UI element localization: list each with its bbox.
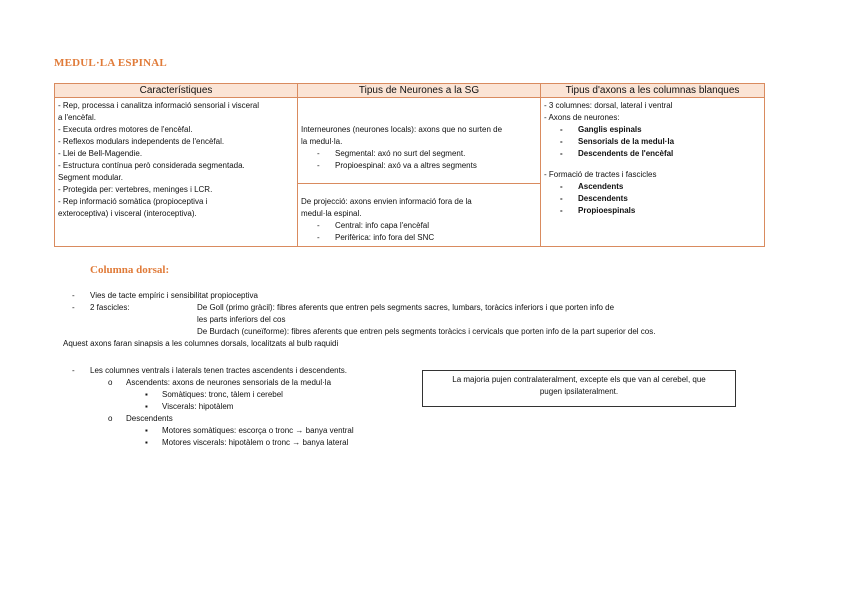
header-tipus-axons: Tipus d'axons a les columnas blanques bbox=[541, 84, 765, 98]
list-item: - Propioespinal: axó va a altres segments bbox=[317, 160, 537, 172]
note-line-2: pugen ipsilateralment. bbox=[539, 387, 619, 396]
list-item: - Sensorials de la medul·la bbox=[560, 136, 761, 148]
text-line: De projecció: axons envien informació fora de la bbox=[301, 197, 472, 206]
bullet-square: ▪ bbox=[145, 438, 148, 447]
text-line: medul·la espinal. bbox=[301, 209, 362, 218]
dorsal-bullet-2-label: 2 fascicles: bbox=[90, 303, 130, 312]
burdach-line: De Burdach (cuneïforme): fibres aferents que entren pels segments toràcics i cervicals que porten info de la part superior del cos. bbox=[197, 327, 656, 336]
goll-line-2: les parts inferiors del cos bbox=[197, 315, 286, 324]
list-item: - Central: info capa l'encèfal bbox=[317, 220, 537, 232]
text-line: Segment modular. bbox=[58, 173, 123, 182]
text-line: - Executa ordres motores de l'encèfal. bbox=[58, 125, 193, 134]
text-line: - Estructura contínua però considerada segmentada. bbox=[58, 161, 245, 170]
dorsal-bullet-1: Vies de tacte empíric i sensibilitat propioceptiva bbox=[90, 291, 258, 300]
text-line: exteroceptiva) i visceral (interoceptiva). bbox=[58, 209, 197, 218]
text-line: - Protegida per: vertebres, meninges i LCR. bbox=[58, 185, 213, 194]
header-tipus-neurones: Tipus de Neurones a la SG bbox=[298, 84, 541, 98]
bullet-circle: o bbox=[108, 414, 113, 423]
page-title: MEDUL·LA ESPINAL bbox=[54, 57, 167, 69]
list-item: - Segmental: axó no surt del segment. bbox=[317, 148, 537, 160]
bullet-circle: o bbox=[108, 378, 113, 387]
list-item: - Descendents bbox=[560, 193, 761, 205]
list-item: - Descendents de l'encèfal bbox=[560, 148, 761, 160]
summary-table bbox=[54, 83, 765, 247]
note-line-1: La majoria pujen contralateralment, excepte els que van al cerebel, que bbox=[452, 375, 706, 384]
descendents-line: Descendents bbox=[126, 414, 173, 423]
interneurones-block bbox=[298, 98, 540, 183]
asc-item-viscerals: Viscerals: hipotàlem bbox=[162, 402, 234, 411]
desc-item-somatiques: Motores somàtiques: escorça o tronc → banya ventral bbox=[162, 426, 354, 435]
columnes-block bbox=[541, 98, 764, 163]
text-line: a l'encèfal. bbox=[58, 113, 96, 122]
ascendents-line: Ascendents: axons de neurones sensorials de la medul·la bbox=[126, 378, 332, 387]
text-line: - 3 columnes: dorsal, lateral i ventral bbox=[544, 101, 673, 110]
bullet-dash: - bbox=[72, 291, 75, 300]
bullet-square: ▪ bbox=[145, 390, 148, 399]
desc-item-viscerals: Motores viscerals: hipotàlem o tronc → banya lateral bbox=[162, 438, 349, 447]
text-line: Interneurones (neurones locals): axons que no surten de bbox=[301, 125, 503, 134]
asc-item-somatiques: Somàtiques: tronc, tàlem i cerebel bbox=[162, 390, 283, 399]
text-line: la medul·la. bbox=[301, 137, 343, 146]
list-item: - Propioespinals bbox=[560, 205, 761, 217]
note-box bbox=[422, 370, 736, 407]
projeccio-block bbox=[298, 183, 540, 246]
section-heading-columna-dorsal: Columna dorsal: bbox=[90, 264, 170, 276]
bullet-dash: - bbox=[72, 303, 75, 312]
list-item: - Ascendents bbox=[560, 181, 761, 193]
text-line: - Axons de neurones: bbox=[544, 113, 620, 122]
list-item: - Perifèrica: info fora del SNC bbox=[317, 232, 537, 244]
bullet-dash: - bbox=[72, 366, 75, 375]
header-caracteristiques: Característiques bbox=[55, 84, 298, 98]
text-line: - Reflexos modulars independents de l'encèfal. bbox=[58, 137, 225, 146]
bullet-square: ▪ bbox=[145, 426, 148, 435]
tractes-block bbox=[541, 163, 764, 219]
text-line: - Rep, processa i canalitza informació sensorial i visceral bbox=[58, 101, 259, 110]
text-line: - Formació de tractes i fascicles bbox=[544, 170, 657, 179]
cell-tipus-neurones bbox=[298, 98, 541, 247]
text-line: - Rep informació somàtica (propioceptiva i bbox=[58, 197, 208, 206]
cell-tipus-axons bbox=[541, 98, 765, 247]
text-line: - Llei de Bell-Magendie. bbox=[58, 149, 143, 158]
bullet-square: ▪ bbox=[145, 402, 148, 411]
list-item: - Ganglis espinals bbox=[560, 124, 761, 136]
lateral-bullet: Les columnes ventrals i laterals tenen tractes ascendents i descendents. bbox=[90, 366, 348, 375]
synapse-line: Aquest axons faran sinapsis a les columnes dorsals, localitzats al bulb raquidi bbox=[63, 339, 339, 348]
goll-line-1: De Goll (primo gràcil): fibres aferents que entren pels segments sacres, lumbars, toràcics inferiors i que porten info de bbox=[197, 303, 615, 312]
cell-caracteristiques bbox=[55, 98, 298, 247]
